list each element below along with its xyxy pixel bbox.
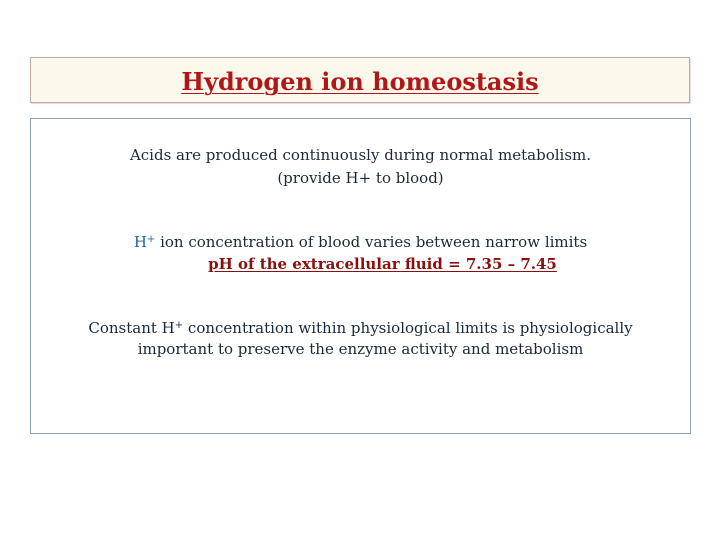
paragraph-2-line-1: [31, 230, 690, 252]
h-ion-symbol: H: [133, 233, 147, 251]
paragraph-1-line-2: (provide H+ to blood): [277, 169, 444, 187]
paragraph-3-line-1-start: Constant H: [88, 319, 175, 337]
slide-title: Hydrogen ion homeostasis: [181, 67, 539, 96]
paragraph-3-line-1-text: concentration within physiological limits is physiologically: [183, 319, 633, 337]
content-box: [30, 118, 691, 434]
ph-range-text: pH of the extracellular fluid = 7.35 – 7.45: [208, 255, 557, 273]
paragraph-1-line-1: Acids are produced continuously during normal metabolism.: [129, 146, 592, 164]
paragraph-2-line-1-text: ion concentration of blood varies between narrow limits: [155, 233, 588, 251]
paragraph-2-line-2: [31, 254, 690, 274]
paragraph-3-superscript: +: [174, 320, 184, 331]
paragraph-3-line-2: important to preserve the enzyme activity and metabolism: [137, 340, 584, 358]
paragraph-3-line-1: [31, 316, 690, 338]
h-ion-superscript: +: [146, 234, 156, 245]
title-box: [30, 57, 690, 103]
